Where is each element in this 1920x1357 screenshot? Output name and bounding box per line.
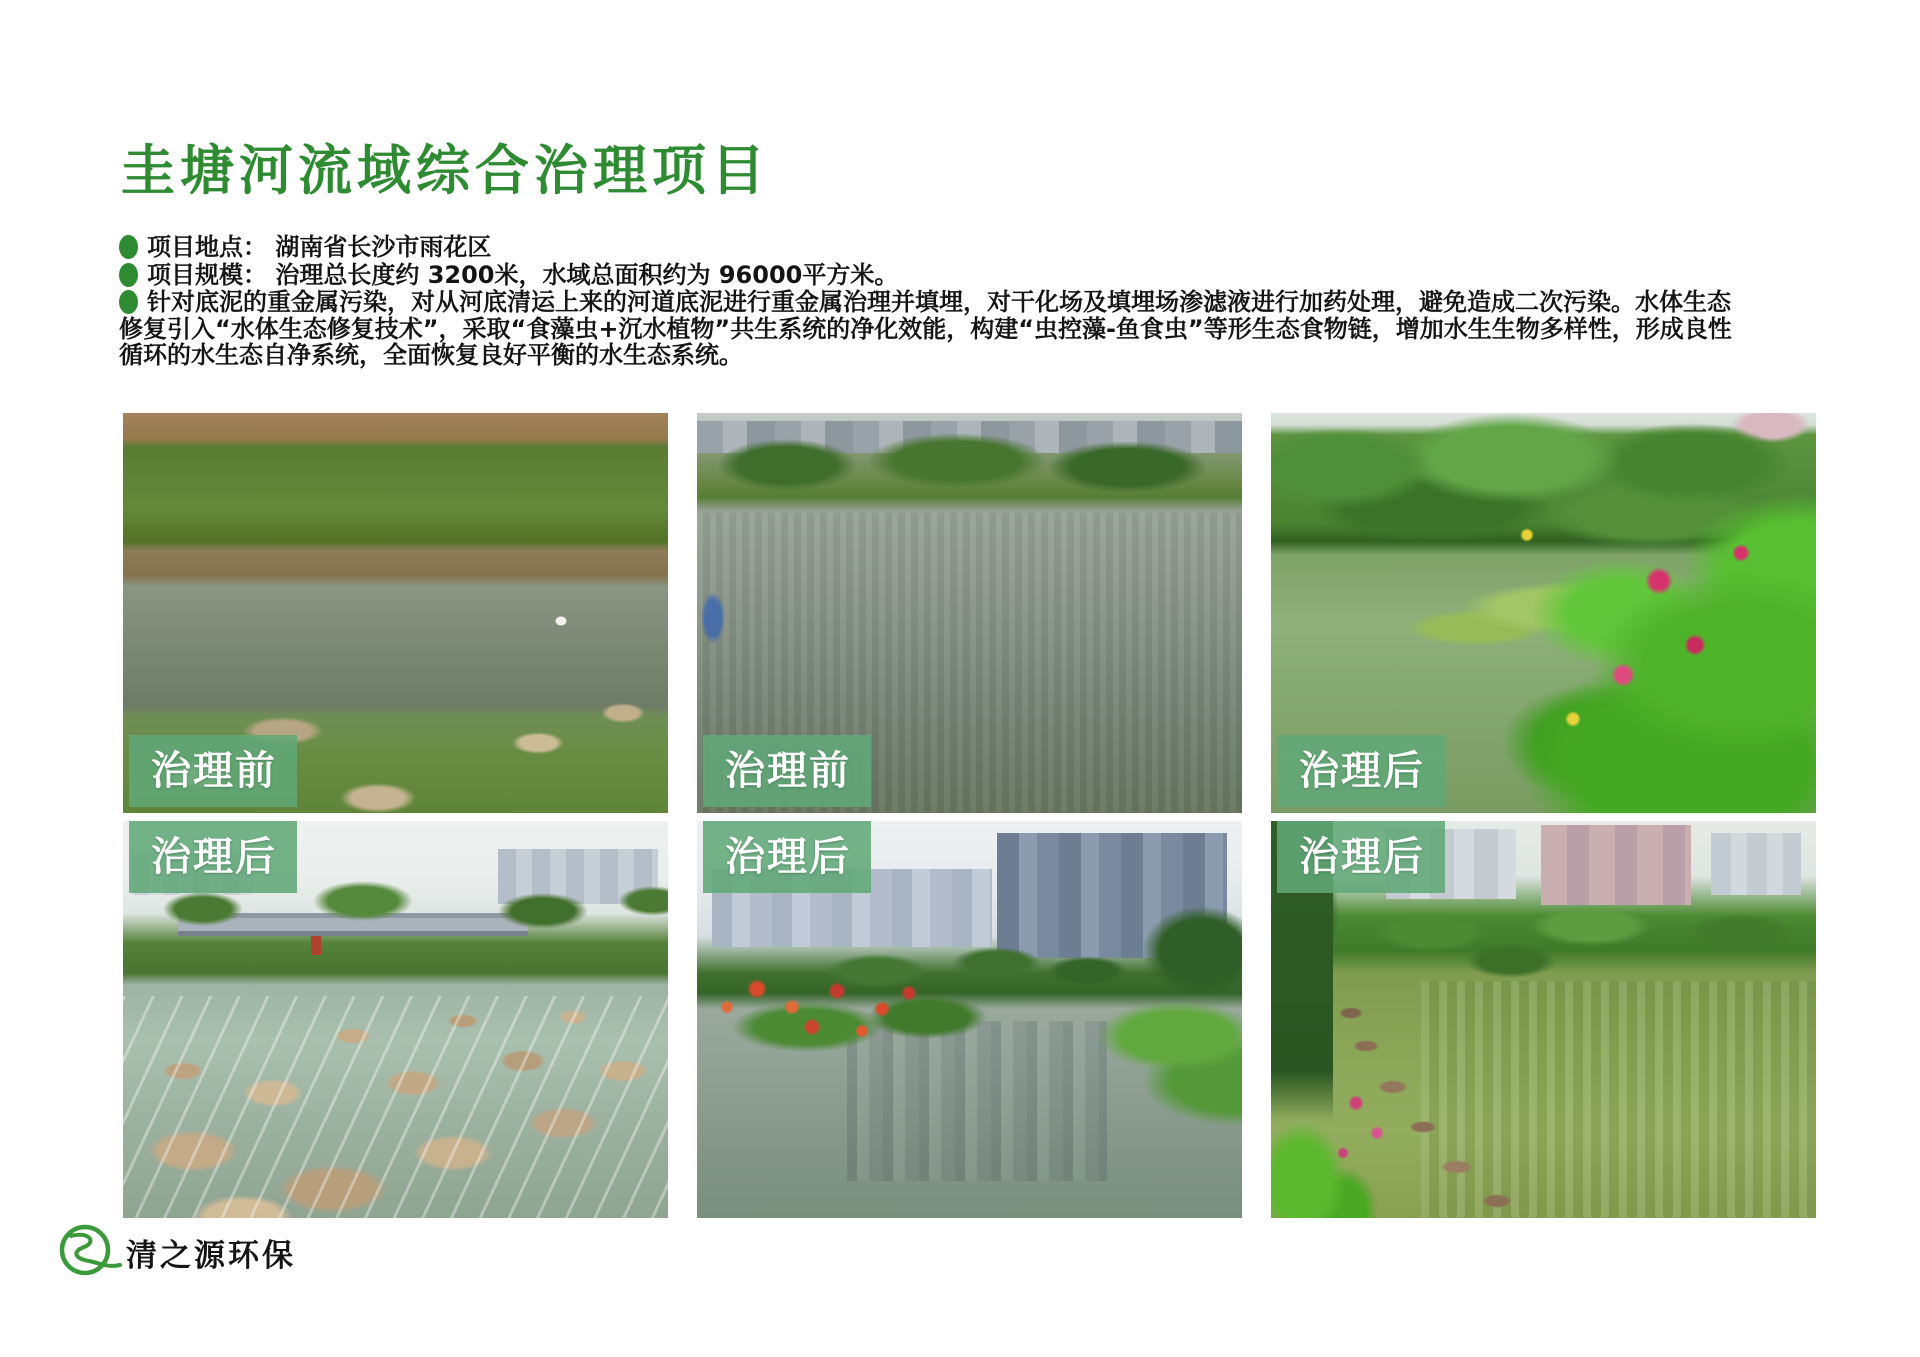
company-name: 清之源环保 xyxy=(126,1237,296,1274)
project-approach-item xyxy=(119,289,1749,369)
photo-after-green-corridor xyxy=(1271,821,1816,1218)
bullet-dot-icon xyxy=(119,263,138,287)
river-in-circle-icon xyxy=(56,1222,124,1282)
photo-before-muddy-river xyxy=(123,413,668,813)
photo-after-lake-plants xyxy=(1271,413,1816,813)
treatment-stage-label: 治理后 xyxy=(129,821,297,893)
photo-after-stream-stones xyxy=(123,821,668,1218)
treatment-stage-label: 治理后 xyxy=(703,821,871,893)
project-info-list xyxy=(119,234,1749,370)
photo-before-urban-river xyxy=(697,413,1242,813)
project-scale-text: 项目规模： 治理总长度约 3200米，水域总面积约为 96000平方米。 xyxy=(147,260,899,289)
page-title: 圭塘河流域综合治理项目 xyxy=(121,139,770,202)
project-approach-text: 针对底泥的重金属污染，对从河底清运上来的河道底泥进行重金属治理并填埋，对干化场及填埋场渗滤液进行加药处理，避免造成二次污染。水体生态修复引入“水体生态修复技术”，采取“食藻虫+沉水植物”共生系统的净化效能，构建“虫控藻-鱼食虫”等形生态食物链，增加水生生物多样性，形成良性循环的水生态自净系统，全面恢复良好平衡的水生态系统。 xyxy=(119,288,1732,369)
bullet-dot-icon xyxy=(119,290,138,314)
project-location-item xyxy=(119,234,1749,261)
treatment-stage-label: 治理前 xyxy=(703,735,871,807)
treatment-stage-label: 治理后 xyxy=(1277,735,1445,807)
treatment-stage-label: 治理前 xyxy=(129,735,297,807)
project-location-text: 项目地点： 湖南省长沙市雨花区 xyxy=(147,233,492,261)
treatment-stage-label: 治理后 xyxy=(1277,821,1445,893)
company-logo xyxy=(56,1222,296,1282)
bullet-dot-icon xyxy=(119,235,138,259)
photo-after-city-river xyxy=(697,821,1242,1218)
project-scale-item xyxy=(119,262,1749,289)
